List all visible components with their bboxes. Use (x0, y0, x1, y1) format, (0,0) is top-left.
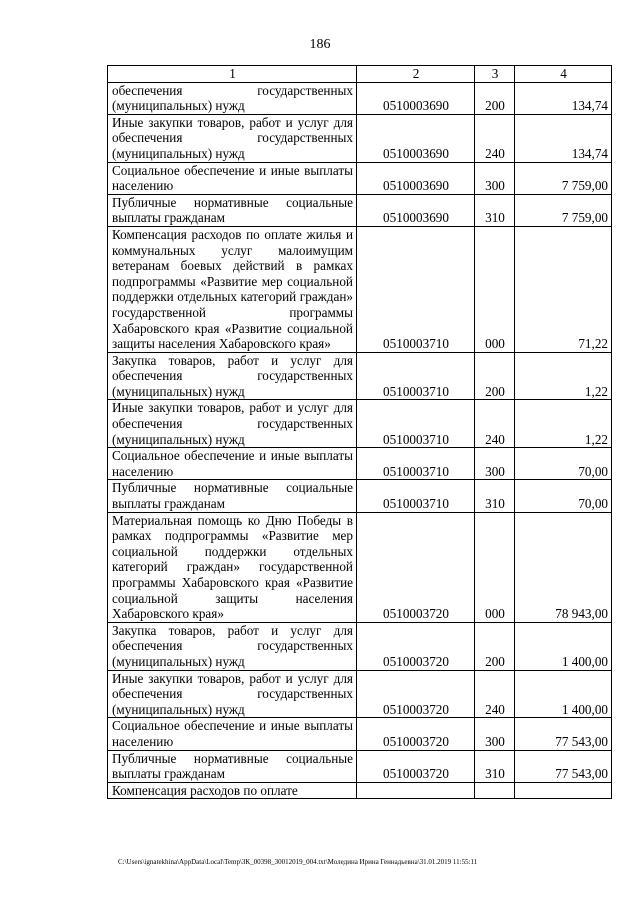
table-row (108, 750, 612, 782)
row-sum-cell: 70,00 (515, 480, 612, 512)
row-code-cell: 0510003710 (357, 480, 475, 512)
row-code-cell: 0510003710 (357, 352, 475, 400)
row-sum-cell: 1 400,00 (515, 622, 612, 670)
table-row (108, 194, 612, 226)
row-sum-cell: 1,22 (515, 352, 612, 400)
row-sum-cell: 1,22 (515, 400, 612, 448)
row-type-cell: 200 (475, 622, 515, 670)
row-type-cell: 310 (475, 194, 515, 226)
table-row (108, 448, 612, 480)
row-type-cell: 300 (475, 448, 515, 480)
table-row (108, 622, 612, 670)
row-code-cell: 0510003710 (357, 400, 475, 448)
table-row (108, 226, 612, 352)
table-row (108, 82, 612, 114)
row-type-cell: 300 (475, 162, 515, 194)
row-name-cell: Закупка товаров, работ и услуг для обеспечения государственных (муниципальных) нужд (108, 352, 357, 400)
row-type-cell: 200 (475, 82, 515, 114)
row-code-cell: 0510003710 (357, 448, 475, 480)
header-col-1: 1 (108, 66, 357, 83)
row-code-cell: 0510003720 (357, 670, 475, 718)
row-name-cell: Закупка товаров, работ и услуг для обеспечения государственных (муниципальных) нужд (108, 622, 357, 670)
file-path-footer: C:\Users\ignatekhina\AppData\Local\Temp\ЗК_00398_30012019_004.txt\Моледина Ирина Геннадьевна\31.01.2019 11:55:11 (118, 858, 478, 866)
row-sum-cell: 7 759,00 (515, 162, 612, 194)
row-code-cell: 0510003710 (357, 226, 475, 352)
header-col-2: 2 (357, 66, 475, 83)
row-name-cell: Иные закупки товаров, работ и услуг для обеспечения государственных (муниципальных) нужд (108, 670, 357, 718)
row-name-cell: Компенсация расходов по оплате (108, 782, 357, 799)
row-name-cell: Материальная помощь ко Дню Победы в рамках подпрограммы «Развитие мер социальной поддержки отдельных категорий граждан» государственной программы Хабаровского края «Развитие социальной защиты населения Хабаровского края» (108, 512, 357, 622)
row-code-cell: 0510003690 (357, 162, 475, 194)
row-name-cell: Публичные нормативные социальные выплаты гражданам (108, 480, 357, 512)
row-type-cell: 240 (475, 114, 515, 162)
header-col-4: 4 (515, 66, 612, 83)
row-sum-cell (515, 782, 612, 799)
row-name-cell: Компенсация расходов по оплате жилья и коммунальных услуг малоимущим ветеранам боевых действий в рамках подпрограммы «Развитие мер социальной поддержки отдельных категорий граждан» государственной программы Хабаровского края «Развитие социальной защиты населения Хабаровского края» (108, 226, 357, 352)
budget-table (107, 65, 612, 799)
row-sum-cell: 77 543,00 (515, 718, 612, 750)
table-row (108, 352, 612, 400)
row-type-cell: 000 (475, 226, 515, 352)
table-header-row (108, 66, 612, 83)
row-type-cell (475, 782, 515, 799)
row-sum-cell: 71,22 (515, 226, 612, 352)
table-row (108, 512, 612, 622)
table-row (108, 480, 612, 512)
table-row (108, 782, 612, 799)
row-sum-cell: 78 943,00 (515, 512, 612, 622)
row-code-cell: 0510003720 (357, 718, 475, 750)
row-name-cell: Социальное обеспечение и иные выплаты населению (108, 718, 357, 750)
row-name-cell: Публичные нормативные социальные выплаты гражданам (108, 750, 357, 782)
row-name-cell: Социальное обеспечение и иные выплаты населению (108, 448, 357, 480)
table-row (108, 400, 612, 448)
header-col-3: 3 (475, 66, 515, 83)
row-name-cell: обеспечения государственных (муниципальных) нужд (108, 82, 357, 114)
row-type-cell: 310 (475, 480, 515, 512)
row-type-cell: 000 (475, 512, 515, 622)
row-sum-cell: 134,74 (515, 114, 612, 162)
row-type-cell: 300 (475, 718, 515, 750)
row-sum-cell: 77 543,00 (515, 750, 612, 782)
table-row (108, 162, 612, 194)
row-type-cell: 240 (475, 670, 515, 718)
row-type-cell: 200 (475, 352, 515, 400)
row-code-cell: 0510003720 (357, 750, 475, 782)
table-body (108, 82, 612, 799)
row-code-cell: 0510003720 (357, 622, 475, 670)
row-sum-cell: 134,74 (515, 82, 612, 114)
table-row (108, 114, 612, 162)
row-code-cell: 0510003690 (357, 194, 475, 226)
row-name-cell: Публичные нормативные социальные выплаты гражданам (108, 194, 357, 226)
row-sum-cell: 70,00 (515, 448, 612, 480)
row-code-cell: 0510003690 (357, 114, 475, 162)
row-code-cell: 0510003690 (357, 82, 475, 114)
page-number: 186 (309, 37, 331, 52)
row-name-cell: Иные закупки товаров, работ и услуг для обеспечения государственных (муниципальных) нужд (108, 400, 357, 448)
row-code-cell (357, 782, 475, 799)
row-type-cell: 310 (475, 750, 515, 782)
row-name-cell: Иные закупки товаров, работ и услуг для обеспечения государственных (муниципальных) нужд (108, 114, 357, 162)
table-row (108, 718, 612, 750)
row-sum-cell: 7 759,00 (515, 194, 612, 226)
row-code-cell: 0510003720 (357, 512, 475, 622)
table-row (108, 670, 612, 718)
row-name-cell: Социальное обеспечение и иные выплаты населению (108, 162, 357, 194)
row-sum-cell: 1 400,00 (515, 670, 612, 718)
row-type-cell: 240 (475, 400, 515, 448)
